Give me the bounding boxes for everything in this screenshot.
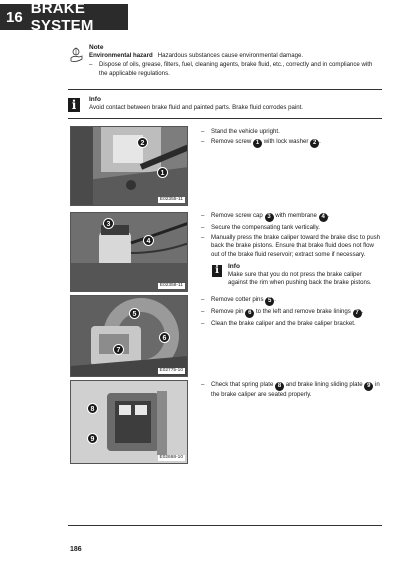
step-text: . bbox=[361, 308, 364, 315]
number-badge: 8 bbox=[275, 382, 284, 391]
step-text: Check that spring plate bbox=[211, 381, 274, 388]
chapter-header bbox=[0, 0, 128, 34]
step-text: in the brake caliper are seated properly. bbox=[211, 381, 380, 398]
divider bbox=[68, 89, 382, 90]
callout-1: 1 bbox=[157, 167, 168, 178]
step-1 bbox=[201, 128, 383, 150]
divider bbox=[68, 118, 382, 119]
number-badge: 9 bbox=[364, 382, 373, 391]
note-bullet: Dispose of oils, grease, filters, fuel, cleaning agents, brake fluid, etc., correctly and in compliance with the applicable regulations. bbox=[99, 61, 373, 77]
step-text: with membrane bbox=[275, 212, 317, 219]
callout-7: 7 bbox=[113, 344, 124, 355]
step-text: . bbox=[319, 138, 321, 146]
step-text: and brake lining sliding plate bbox=[285, 381, 363, 388]
callout-4: 4 bbox=[143, 235, 154, 246]
number-badge: 1 bbox=[253, 139, 262, 148]
image-code: E02775-10 bbox=[159, 368, 183, 373]
image-code: E02356-11 bbox=[159, 283, 183, 288]
page-number: 186 bbox=[70, 546, 82, 553]
step-text: Manually press the brake caliper toward the brake disc to push back the brake pistons. Ensure that brake fluid does not flow out of the brake fluid reservoir; extract some if necessary. bbox=[211, 234, 381, 258]
photo-brake-reservoir bbox=[70, 126, 188, 206]
chapter-number: 16 bbox=[6, 8, 23, 26]
step-text: with lock washer bbox=[263, 138, 309, 146]
photo-brake-caliper bbox=[70, 295, 188, 377]
step-text: to the left and remove brake linings bbox=[255, 308, 351, 315]
image-code: E02668-10 bbox=[159, 455, 183, 460]
dash: – bbox=[201, 128, 205, 135]
info-i-icon: i bbox=[212, 265, 222, 277]
note-heading: Note bbox=[89, 44, 104, 51]
step-text: Secure the compensating tank vertically. bbox=[211, 224, 320, 231]
photo-caliper-detail-illustration bbox=[71, 381, 188, 464]
dash: – bbox=[201, 212, 205, 219]
step-text: Clean the brake caliper and the brake caliper bracket. bbox=[211, 320, 356, 327]
number-badge: 5 bbox=[265, 297, 274, 306]
dash: – bbox=[201, 296, 205, 303]
step-text: . bbox=[274, 296, 276, 303]
dash: – bbox=[201, 224, 205, 231]
image-code: E02355-11 bbox=[159, 197, 183, 202]
step-text: Stand the vehicle upright. bbox=[211, 128, 280, 135]
dash: – bbox=[201, 138, 205, 146]
callout-2: 2 bbox=[137, 137, 148, 148]
hand-with-leaves-environmental-icon bbox=[68, 46, 84, 64]
photo-caliper-detail bbox=[70, 380, 188, 464]
dash: – bbox=[201, 320, 205, 327]
step-3 bbox=[201, 296, 383, 330]
info-heading: Info bbox=[89, 96, 101, 103]
dash: – bbox=[201, 381, 205, 388]
step-4 bbox=[201, 381, 383, 401]
step-text: Remove screw bbox=[211, 138, 252, 146]
step-2 bbox=[201, 212, 383, 261]
info-i-icon: i bbox=[68, 98, 80, 112]
number-badge: 2 bbox=[310, 139, 319, 148]
number-badge: 3 bbox=[265, 213, 274, 222]
dash: – bbox=[201, 234, 205, 242]
hazard-label: Environmental hazard bbox=[89, 52, 153, 60]
info-heading: Info bbox=[228, 263, 240, 270]
step-text: Remove screw cap bbox=[211, 212, 263, 219]
info-text: Avoid contact between brake fluid and painted parts. Brake fluid corrodes paint. bbox=[89, 104, 303, 112]
info-text: Make sure that you do not press the brake caliper against the rim when pushing back the brake pistons. bbox=[228, 271, 372, 287]
step-text: . bbox=[327, 212, 330, 219]
number-badge: 6 bbox=[245, 309, 254, 318]
callout-9: 9 bbox=[87, 433, 98, 444]
hazard-text: Hazardous substances cause environmental damage. bbox=[157, 52, 304, 60]
photo-screw-cap-illustration bbox=[71, 213, 188, 292]
callout-8: 8 bbox=[87, 403, 98, 414]
photo-brake-reservoir-illustration bbox=[71, 127, 188, 206]
bullet-dash: – bbox=[89, 61, 93, 69]
callout-5: 5 bbox=[129, 308, 140, 319]
callout-3: 3 bbox=[103, 218, 114, 229]
chapter-title: BRAKE SYSTEM bbox=[30, 0, 94, 34]
number-badge: 7 bbox=[353, 309, 362, 318]
callout-6: 6 bbox=[159, 332, 170, 343]
footer-divider bbox=[68, 525, 382, 526]
step-text: Remove cotter pins bbox=[211, 296, 264, 303]
step-text: Remove pin bbox=[211, 308, 244, 315]
dash: – bbox=[201, 308, 205, 315]
photo-screw-cap bbox=[70, 212, 188, 292]
photo-brake-caliper-illustration bbox=[71, 296, 188, 377]
number-badge: 4 bbox=[319, 213, 328, 222]
